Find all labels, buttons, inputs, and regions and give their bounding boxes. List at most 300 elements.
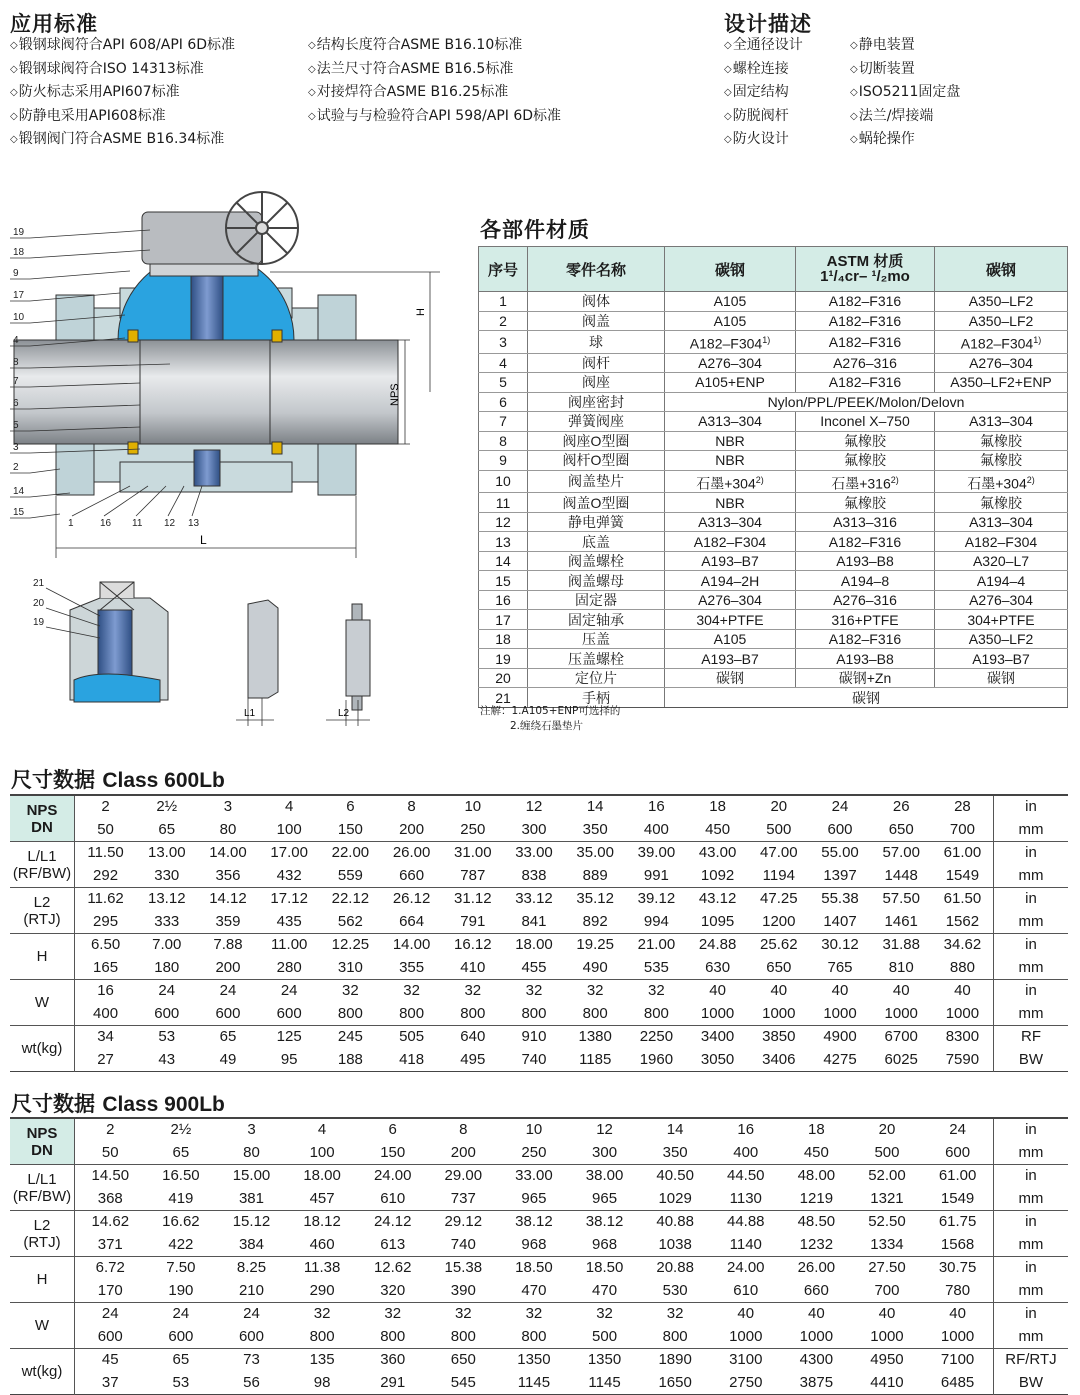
design-item: ◇ 螺栓连接: [724, 58, 803, 82]
material-astm: A193–B8: [796, 551, 935, 571]
dim-value: 968: [592, 1235, 618, 1253]
material-astm: A182–F316: [796, 331, 935, 354]
dim-value: 470: [521, 1281, 547, 1299]
dim-value: 1448: [884, 866, 918, 884]
unit-label: BW: [994, 1049, 1068, 1072]
dim-value: 26.00: [781, 1257, 852, 1280]
dim-value: 61.00: [932, 842, 994, 865]
row-label: L2 (RTJ): [10, 1211, 74, 1257]
dim-value: 422: [168, 1235, 194, 1253]
dim-value: 650: [428, 1349, 499, 1372]
nps-value: 2: [74, 795, 136, 819]
material-row: [479, 292, 1068, 312]
part-callout: 17: [13, 290, 25, 301]
part-callout: 7: [13, 376, 19, 387]
nps-value: 6: [357, 1118, 428, 1142]
part-no: 1: [479, 292, 528, 312]
dim-value: 43.12: [687, 888, 748, 911]
dim-value: 1219: [799, 1189, 834, 1207]
dim-value: 530: [662, 1281, 688, 1299]
material-span: 碳钢: [665, 688, 1068, 708]
dim-value: 390: [450, 1281, 476, 1299]
dim-value: 968: [521, 1235, 547, 1253]
part-no: 9: [479, 451, 528, 471]
dim-value: 1568: [940, 1235, 975, 1253]
part-callout: 19: [13, 227, 25, 238]
standard-item: ◇ 结构长度符合ASME B16.10标准: [308, 34, 561, 58]
nps-value: 14: [640, 1118, 711, 1142]
dn-row: [10, 819, 1068, 842]
dim-value: 24: [146, 1303, 217, 1326]
dim-value: 490: [582, 958, 608, 976]
dim-value: 2750: [729, 1373, 763, 1391]
dim-value: 800: [337, 1004, 363, 1022]
material-astm: A313–316: [796, 512, 935, 532]
dn-value: 50: [101, 1143, 119, 1161]
dim-row-in: [10, 1026, 1068, 1049]
dim-value: 30.12: [809, 934, 870, 957]
dim-value: 56: [243, 1373, 260, 1391]
dim-value: 19.25: [565, 934, 626, 957]
material-astm: A276–316: [796, 590, 935, 610]
standard-item: ◇ 试验与与检验符合API 598/API 6D标准: [308, 105, 561, 129]
dim-value: 600: [168, 1327, 194, 1345]
dim-value: 495: [460, 1050, 486, 1068]
dim-value: 24: [259, 980, 320, 1003]
dim-value: 26.12: [381, 888, 442, 911]
dim-value: 800: [380, 1327, 406, 1345]
dim-NPS: NPS: [389, 383, 401, 406]
svg-text:L1: L1: [244, 708, 256, 719]
dn-value: 300: [592, 1143, 618, 1161]
material-row: [479, 392, 1068, 412]
dim-value: 371: [97, 1235, 123, 1253]
dim-value: 32: [640, 1303, 711, 1326]
material-row: [479, 551, 1068, 571]
standard-item: ◇ 防火标志采用API607标准: [10, 81, 235, 105]
dn-value: 350: [662, 1143, 688, 1161]
part-no: 10: [479, 470, 528, 493]
nps-value: 2½: [146, 1118, 217, 1142]
dim-value: 6700: [871, 1026, 932, 1049]
dim-value: 44.50: [710, 1165, 781, 1188]
dim-row-in: [10, 1165, 1068, 1188]
dim-value: 1549: [945, 866, 980, 884]
material-carbon-steel-1: A194–2H: [665, 571, 796, 591]
dim-value: 65: [146, 1349, 217, 1372]
dim-value: 125: [259, 1026, 320, 1049]
dim-value: 460: [309, 1235, 335, 1253]
material-carbon-steel-2: 氟橡胶: [935, 451, 1068, 471]
material-carbon-steel-2: A182–F304: [935, 532, 1068, 552]
material-astm: A182–F316: [796, 629, 935, 649]
standards-list-right: [308, 34, 561, 128]
dn-value: 700: [949, 820, 975, 838]
part-callout: 6: [13, 398, 19, 409]
material-astm: 316+PTFE: [796, 610, 935, 630]
dim-value: 1038: [658, 1235, 692, 1253]
material-row: [479, 512, 1068, 532]
part-name: 阀盖垫片: [528, 470, 665, 493]
material-astm: A182–F316: [796, 373, 935, 393]
dn-value: 500: [766, 820, 792, 838]
design-item: ◇ 法兰/焊接端: [850, 105, 960, 129]
part-callout: 5: [13, 420, 19, 431]
dim-value: 44.88: [710, 1211, 781, 1234]
dim-value: 40: [781, 1303, 852, 1326]
unit-label: RF/RTJ: [993, 1349, 1068, 1372]
part-no: 15: [479, 571, 528, 591]
row-label: W: [10, 980, 74, 1026]
part-name: 阀盖螺母: [528, 571, 665, 591]
dim-value: 291: [380, 1373, 406, 1391]
dim-value: 30.75: [922, 1257, 993, 1280]
material-astm: A193–B8: [796, 649, 935, 669]
dim-value: 600: [276, 1004, 302, 1022]
dim-value: 1000: [870, 1327, 904, 1345]
detail-callout: 21: [33, 578, 45, 589]
part-callout: 18: [13, 247, 25, 258]
dim-value: 1000: [823, 1004, 857, 1022]
nps-value: 18: [781, 1118, 852, 1142]
material-carbon-steel-2: A194–4: [935, 571, 1068, 591]
dim-value: 355: [399, 958, 425, 976]
dim-value: 1334: [870, 1235, 904, 1253]
dim-value: 95: [280, 1050, 298, 1068]
material-carbon-steel-1: A313–304: [665, 512, 796, 532]
unit-label: in: [993, 1165, 1068, 1188]
part-no: 4: [479, 353, 528, 373]
nps-value: 18: [687, 795, 748, 819]
dim-value: 1960: [639, 1050, 674, 1068]
dim-value: 14.12: [197, 888, 258, 911]
material-carbon-steel-2: A313–304: [935, 512, 1068, 532]
part-no: 5: [479, 373, 528, 393]
material-carbon-steel-1: NBR: [665, 431, 796, 451]
nps-value: 10: [442, 795, 503, 819]
dim-row-in: [10, 842, 1068, 865]
handwheel: [226, 192, 298, 264]
dim-row-in: [10, 1211, 1068, 1234]
dim-value: 32: [428, 1303, 499, 1326]
dim-value: 910: [503, 1026, 564, 1049]
svg-text:L2: L2: [338, 708, 350, 719]
standards-title: 应用标准: [10, 12, 98, 36]
material-carbon-steel-2: A182–F304$^{1)}$: [935, 331, 1068, 354]
dim-value: 664: [399, 912, 425, 930]
material-astm: 碳钢+Zn: [796, 668, 935, 688]
dim-value: 630: [705, 958, 731, 976]
part-name: 阀盖: [528, 311, 665, 331]
dim-value: 1562: [945, 912, 980, 930]
dim-value: 600: [97, 1327, 123, 1345]
dim-value: 359: [215, 912, 241, 930]
dim-value: 780: [945, 1281, 971, 1299]
dim-value: 1890: [640, 1349, 711, 1372]
dim-value: 40: [809, 980, 870, 1003]
dim-value: 53: [172, 1373, 190, 1391]
material-carbon-steel-1: A105: [665, 292, 796, 312]
nps-row: [10, 795, 1068, 819]
material-carbon-steel-2: 氟橡胶: [935, 431, 1068, 451]
part-name: 球: [528, 331, 665, 354]
dn-value: 450: [705, 820, 731, 838]
dim-value: 965: [521, 1189, 547, 1207]
dim-value: 1397: [823, 866, 857, 884]
part-no: 18: [479, 629, 528, 649]
unit-label: in: [993, 1211, 1068, 1234]
dim-value: 8.25: [216, 1257, 287, 1280]
nps-dn-label: NPS DN: [10, 795, 74, 842]
material-astm: 氟橡胶: [796, 451, 935, 471]
dim-value: 1350: [499, 1349, 570, 1372]
dim-value: 32: [320, 980, 381, 1003]
dim-value: 11.38: [287, 1257, 358, 1280]
dim-value: 57.50: [871, 888, 932, 911]
dim-row-mm: [10, 865, 1068, 888]
unit-label: mm: [994, 911, 1068, 934]
dim-value: 505: [381, 1026, 442, 1049]
material-astm: A182–F316: [796, 532, 935, 552]
material-row: [479, 493, 1068, 513]
dim-value: 31.00: [442, 842, 503, 865]
nps-value: 2: [74, 1118, 145, 1142]
material-row: [479, 629, 1068, 649]
nps-value: 24: [922, 1118, 993, 1142]
material-astm: Inconel X–750: [796, 412, 935, 432]
dim-value: 22.00: [320, 842, 381, 865]
unit-label: mm: [993, 1234, 1068, 1257]
dim-value: 18.50: [569, 1257, 640, 1280]
dim-value: 432: [276, 866, 302, 884]
dim-value: 1549: [940, 1189, 975, 1207]
dim-value: 381: [238, 1189, 264, 1207]
dim-value: 1145: [517, 1373, 551, 1391]
dim-value: 333: [154, 912, 180, 930]
dim-value: 38.12: [569, 1211, 640, 1234]
part-name: 阀座O型圈: [528, 431, 665, 451]
dn-value: 250: [521, 1143, 547, 1161]
unit-in: in: [993, 1118, 1068, 1142]
part-name: 阀盖螺栓: [528, 551, 665, 571]
material-row: [479, 451, 1068, 471]
design-item: ◇ 切断装置: [850, 58, 960, 82]
dim-value: 11.62: [74, 888, 136, 911]
nps-value: 10: [499, 1118, 570, 1142]
th-name: 零件名称: [528, 247, 665, 292]
dim-value: 39.12: [626, 888, 687, 911]
dim-value: 73: [216, 1349, 287, 1372]
material-carbon-steel-1: A193–B7: [665, 649, 796, 669]
dim-value: 1000: [945, 1004, 980, 1022]
dn-value: 350: [582, 820, 608, 838]
dim-value: 24.00: [357, 1165, 428, 1188]
dim-value: 53: [136, 1026, 197, 1049]
part-no: 13: [479, 532, 528, 552]
material-carbon-steel-2: 304+PTFE: [935, 610, 1068, 630]
dim-value: 11.50: [74, 842, 136, 865]
dim-value: 39.00: [626, 842, 687, 865]
dim-value: 889: [582, 866, 608, 884]
dim-value: 32: [287, 1303, 358, 1326]
dim-value: 34.62: [932, 934, 994, 957]
dim-value: 6485: [940, 1373, 975, 1391]
material-row: [479, 590, 1068, 610]
part-no: 2: [479, 311, 528, 331]
dim-value: 17.12: [259, 888, 320, 911]
row-label: wt(kg): [10, 1026, 74, 1072]
material-carbon-steel-2: A350–LF2: [935, 629, 1068, 649]
th-no: 序号: [479, 247, 528, 292]
th-carbon-steel-2: 碳钢: [935, 247, 1068, 292]
part-callout: 12: [164, 518, 176, 529]
dn-value: 200: [399, 820, 425, 838]
dim-value: 22.12: [320, 888, 381, 911]
dim-value: 613: [380, 1235, 406, 1253]
part-name: 阀盖O型圈: [528, 493, 665, 513]
material-carbon-steel-1: NBR: [665, 451, 796, 471]
nps-value: 26: [871, 795, 932, 819]
dim-value: 4300: [781, 1349, 852, 1372]
dim-value: 650: [766, 958, 792, 976]
standard-item: ◇ 法兰尺寸符合ASME B16.5标准: [308, 58, 561, 82]
dim-value: 18.00: [503, 934, 564, 957]
nps-value: 20: [852, 1118, 923, 1142]
part-name: 固定轴承: [528, 610, 665, 630]
material-carbon-steel-1: NBR: [665, 493, 796, 513]
material-carbon-steel-2: A193–B7: [935, 649, 1068, 669]
dim-value: 21.00: [626, 934, 687, 957]
material-astm: A194–8: [796, 571, 935, 591]
unit-label: mm: [994, 1003, 1068, 1026]
part-name: 阀座: [528, 373, 665, 393]
dim-row-in: [10, 934, 1068, 957]
dim-value: 1232: [799, 1235, 834, 1253]
nps-value: 3: [216, 1118, 287, 1142]
dim-value: 295: [93, 912, 119, 930]
standards-list-left: [10, 34, 235, 152]
dim-value: 32: [357, 1303, 428, 1326]
dim-row-in: [10, 888, 1068, 911]
part-callout: 8: [13, 357, 19, 368]
dim-value: 7.50: [146, 1257, 217, 1280]
dim-value: 400: [93, 1004, 119, 1022]
dim-value: 800: [582, 1004, 608, 1022]
design-title: 设计描述: [724, 12, 812, 36]
standard-item: ◇ 锻钢球阀符合ISO 14313标准: [10, 58, 235, 82]
dim-value: 1000: [884, 1004, 918, 1022]
part-no: 17: [479, 610, 528, 630]
class900-table: [10, 1117, 1068, 1395]
dim-value: 40: [710, 1303, 781, 1326]
dim-value: 765: [827, 958, 853, 976]
part-name: 定位片: [528, 668, 665, 688]
dim-value: 3100: [710, 1349, 781, 1372]
dim-value: 65: [197, 1026, 258, 1049]
dim-value: 48.00: [781, 1165, 852, 1188]
dim-value: 610: [380, 1189, 406, 1207]
dim-value: 1029: [658, 1189, 692, 1207]
unit-mm: mm: [993, 1142, 1068, 1165]
dim-value: 800: [521, 1327, 547, 1345]
dim-value: 330: [154, 866, 180, 884]
unit-label: in: [993, 1303, 1068, 1326]
dim-value: 55.38: [809, 888, 870, 911]
dim-row-in: [10, 980, 1068, 1003]
material-carbon-steel-1: A313–304: [665, 412, 796, 432]
dim-value: 165: [93, 958, 119, 976]
dim-value: 18.12: [287, 1211, 358, 1234]
dim-value: 1140: [729, 1235, 762, 1253]
row-label: L/L1 (RF/BW): [10, 1165, 74, 1211]
dim-row-mm: [10, 911, 1068, 934]
material-row: [479, 532, 1068, 552]
part-callout: 15: [13, 507, 25, 518]
dim-value: 16.62: [146, 1211, 217, 1234]
part-callout: 3: [13, 442, 19, 453]
dim-value: 800: [309, 1327, 335, 1345]
dim-value: 6025: [884, 1050, 918, 1068]
dim-value: 48.50: [781, 1211, 852, 1234]
unit-label: mm: [993, 1326, 1068, 1349]
part-callout: 9: [13, 268, 19, 279]
dim-value: 7.00: [136, 934, 197, 957]
dn-value: 150: [380, 1143, 406, 1161]
row-label: H: [10, 934, 74, 980]
material-carbon-steel-2: 石墨$+304^{2)}$: [935, 470, 1068, 493]
dim-value: 3875: [799, 1373, 834, 1391]
dim-value: 1000: [729, 1327, 763, 1345]
material-carbon-steel-2: A313–304: [935, 412, 1068, 432]
dim-value: 435: [276, 912, 302, 930]
dim-value: 1650: [658, 1373, 692, 1391]
dim-value: 1000: [940, 1327, 975, 1345]
dim-value: 31.12: [442, 888, 503, 911]
dim-value: 49: [219, 1050, 237, 1068]
dim-value: 1461: [884, 912, 918, 930]
dim-value: 61.50: [932, 888, 994, 911]
part-name: 静电弹簧: [528, 512, 665, 532]
dim-value: 535: [643, 958, 669, 976]
material-astm: 石墨$+316^{2)}$: [796, 470, 935, 493]
part-name: 阀体: [528, 292, 665, 312]
dim-value: 32: [565, 980, 626, 1003]
seat-sketch-L1: [236, 600, 278, 726]
dn-value: 600: [827, 820, 853, 838]
dim-value: 16.12: [442, 934, 503, 957]
dim-value: 13.12: [136, 888, 197, 911]
dim-value: 32: [626, 980, 687, 1003]
dim-value: 4900: [809, 1026, 870, 1049]
unit-label: in: [994, 934, 1068, 957]
unit-label: in: [994, 888, 1068, 911]
part-name: 压盖: [528, 629, 665, 649]
dim-value: 61.00: [922, 1165, 993, 1188]
nps-value: 20: [748, 795, 809, 819]
dim-value: 1000: [799, 1327, 834, 1345]
dim-value: 1185: [579, 1050, 612, 1068]
dim-value: 16: [74, 980, 136, 1003]
material-astm: A182–F316: [796, 311, 935, 331]
dim-value: 360: [357, 1349, 428, 1372]
design-item: ◇ 固定结构: [724, 81, 803, 105]
material-carbon-steel-2: A350–LF2+ENP: [935, 373, 1068, 393]
standard-item: ◇ 防静电采用API608标准: [10, 105, 235, 129]
bore: [14, 340, 398, 444]
dim-value: 32: [499, 1303, 570, 1326]
part-callout: 10: [13, 312, 25, 323]
dn-value: 80: [219, 820, 237, 838]
